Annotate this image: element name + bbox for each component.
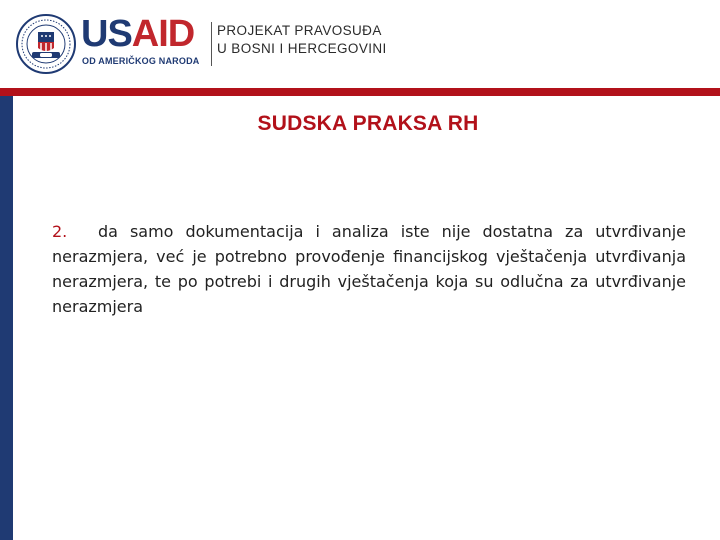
logo-divider xyxy=(211,22,212,66)
usaid-seal-icon xyxy=(16,14,76,74)
header xyxy=(0,0,720,90)
project-name-line2: U BOSNI I HERCEGOVINI xyxy=(217,41,387,56)
list-item-number: 2. xyxy=(52,222,68,241)
project-name-line1: PROJEKAT PRAVOSUĐA xyxy=(217,23,382,38)
project-name xyxy=(217,22,387,58)
usaid-logo-subtitle: OD AMERIČKOG NARODA xyxy=(82,56,200,66)
top-accent-bar xyxy=(0,88,720,96)
list-item-text: da samo dokumentacija i analiza iste nije dostatna za utvrđivanje nerazmjera, već je potrebno provođenje financijskog vještačenja utvrđivanja nerazmjera, te po potrebi i drugih vještačenja koja su odlučna za utvrđivanje nerazmjera xyxy=(52,222,686,316)
usaid-logo-text: USAID xyxy=(81,13,195,55)
slide-body xyxy=(52,219,686,319)
slide-title: SUDSKA PRAKSA RH xyxy=(257,112,479,135)
left-accent-bar xyxy=(0,96,13,540)
